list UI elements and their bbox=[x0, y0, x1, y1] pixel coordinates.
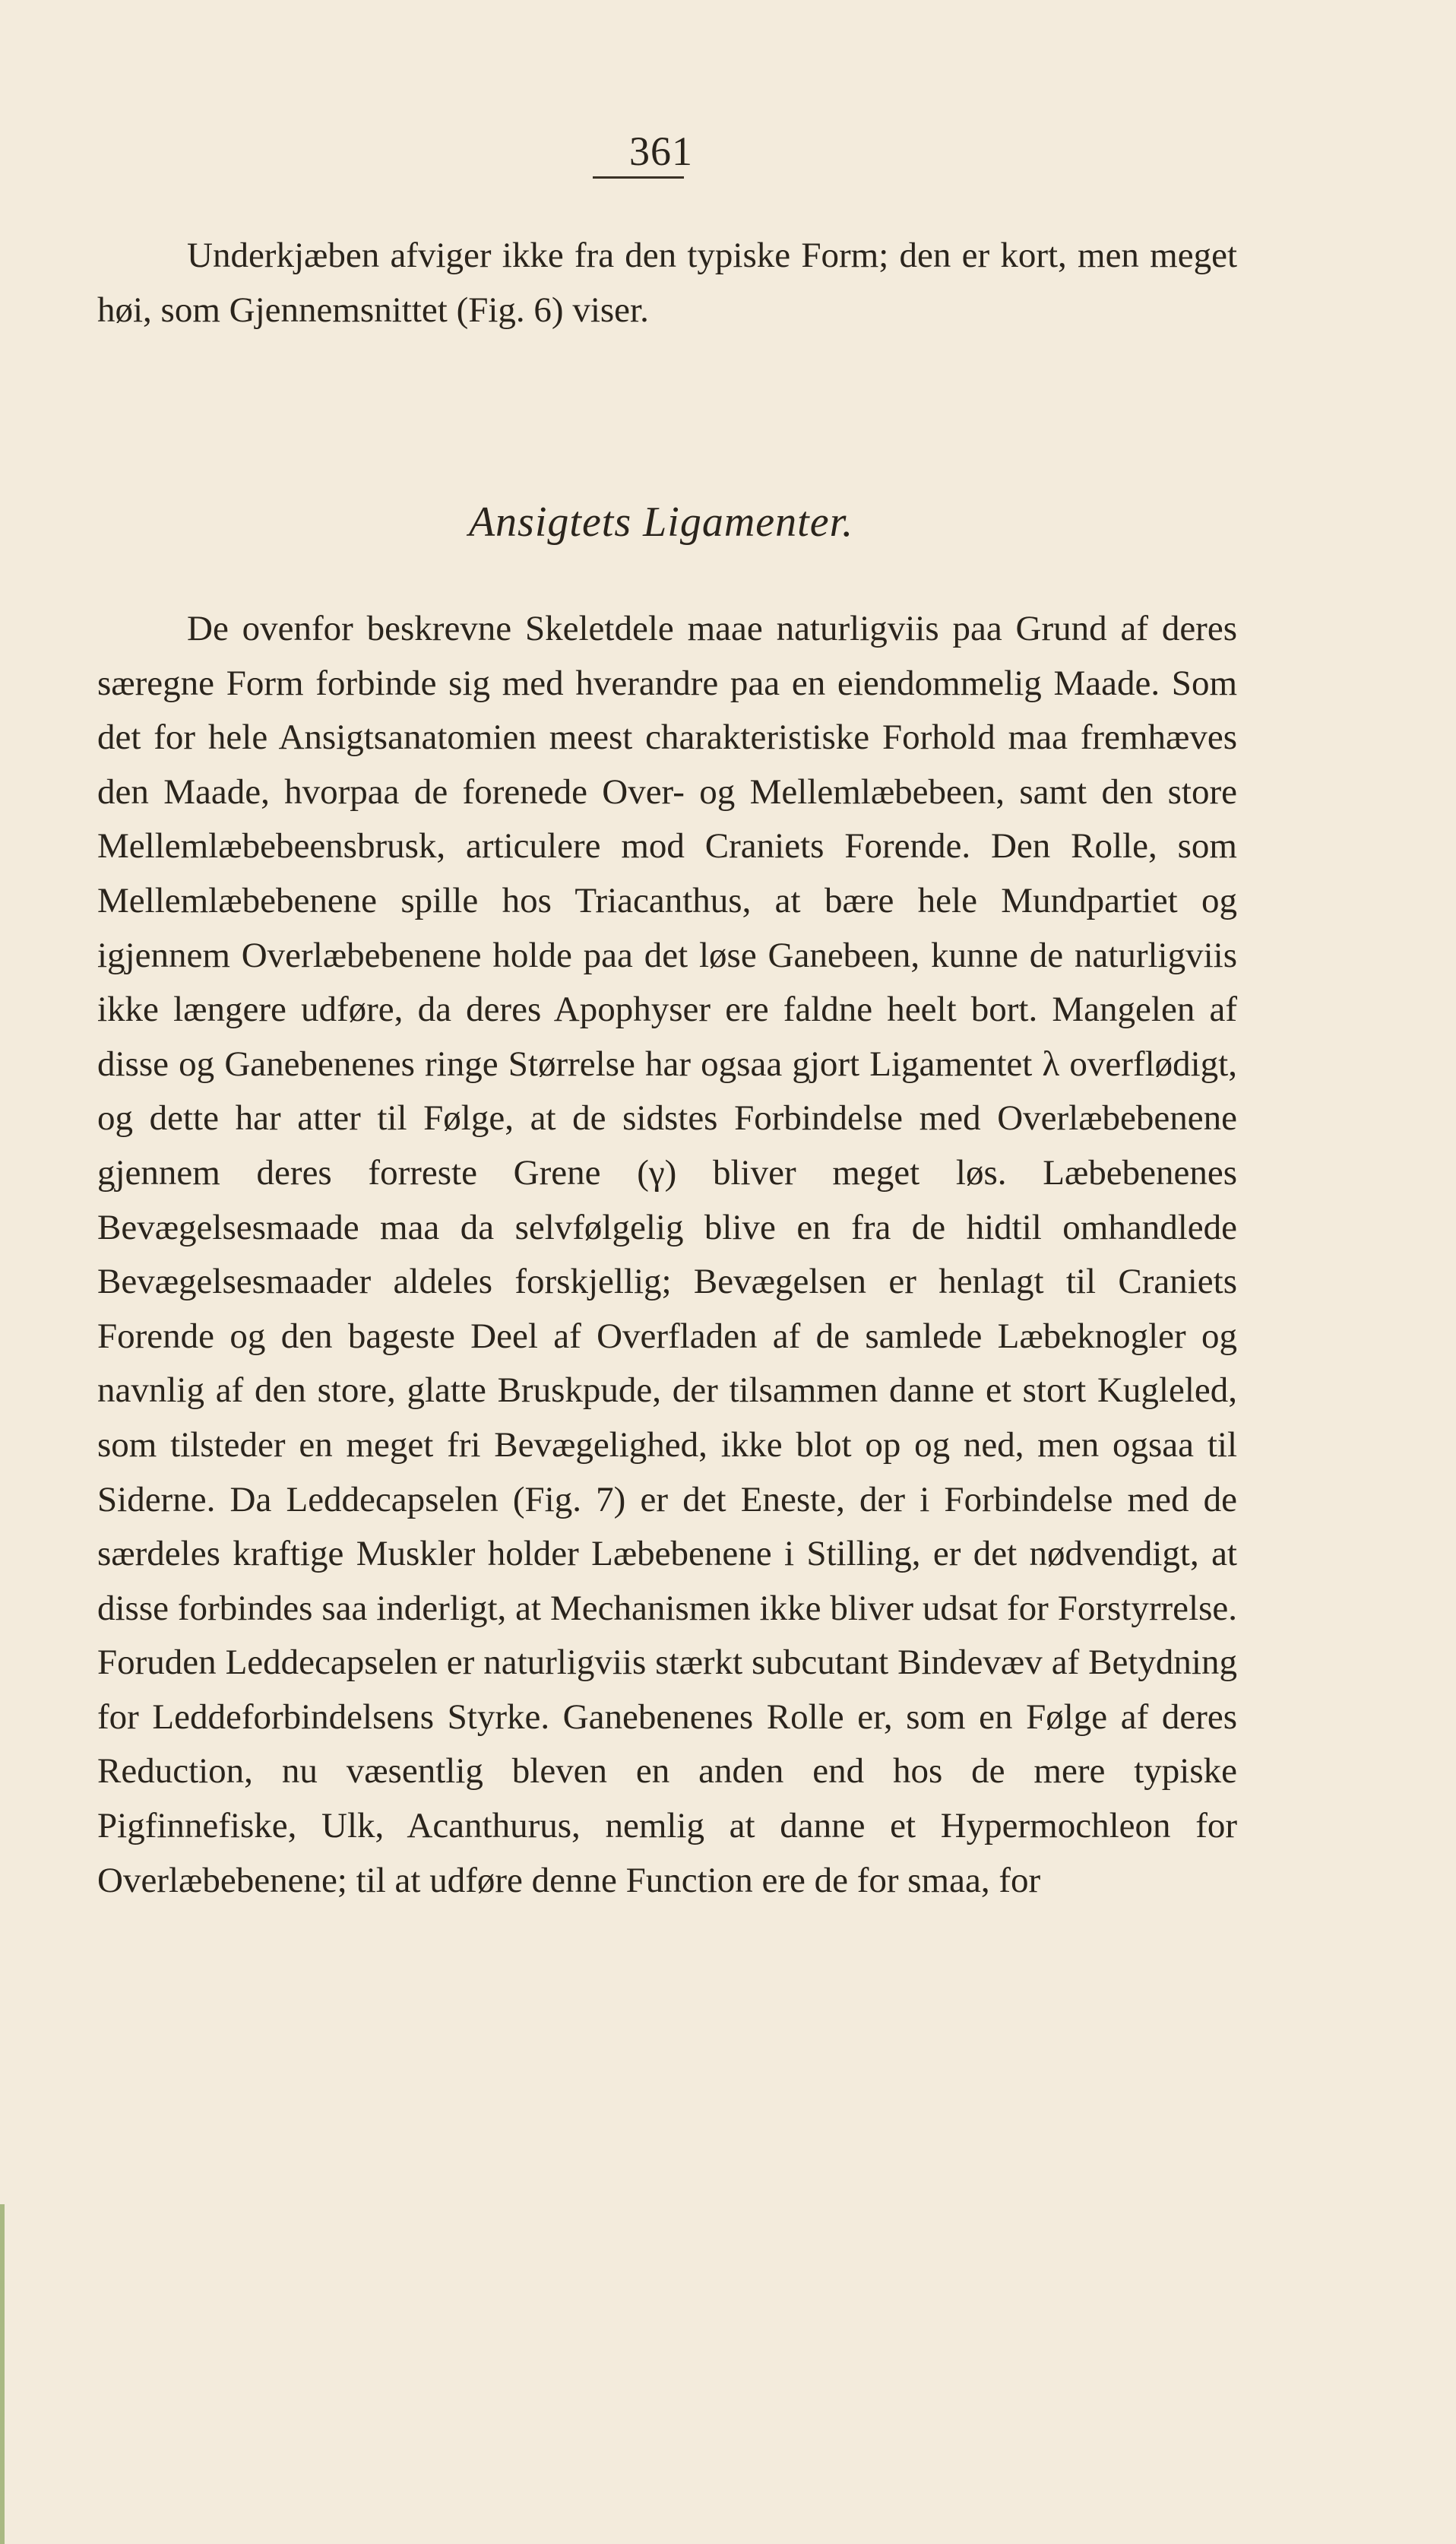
page-number-underline bbox=[593, 176, 684, 179]
page-number: 361 bbox=[629, 128, 693, 174]
section-heading: Ansigtets Ligamenter. bbox=[468, 499, 854, 546]
page-edge-stain bbox=[0, 2204, 5, 2544]
intro-paragraph: Underkjæben afviger ikke fra den typiske Form; den er kort, men meget høi, som Gjennemsnittet (Fig. 6) viser. bbox=[97, 236, 1237, 330]
section-paragraph: De ovenfor beskrevne Skeletdele maae naturligviis paa Grund af deres særegne Form forbinde sig med hverandre paa en eiendommelig Maade. Som det for hele Ansigtsanatomien meest charakteristiske Forhold maa fremhæves den Maade, hvorpaa de forenede Over- og Mellemlæbebeen, samt den store Mellemlæbebeensbrusk, articulere mod Craniets Forende. Den Rolle, som Mellemlæbebenene spille hos Triacanthus, at bære hele Mundpartiet og igjennem Overlæbebenene holde paa det løse Ganebeen, kunne de naturligviis ikke længere udføre, da deres Apophyser ere faldne heelt bort. Mangelen af disse og Ganebenenes ringe Størrelse har ogsaa gjort Ligamentet λ overflødigt, og dette har atter til Følge, at de sidstes Forbindelse med Overlæbebenene gjennem deres forreste Grene (γ) bliver meget løs. Læbebenenes Bevægelsesmaade maa da selvfølgelig blive en fra de hidtil omhandlede Bevægelsesmaader aldeles forskjellig; Bevægelsen er henlagt til Craniets Forende og den bageste Deel af Overfladen af de samlede Læbeknogler og navnlig af den store, glatte Bruskpude, der tilsammen danne et stort Kugleled, som tilsteder en meget fri Bevægelighed, ikke blot op og ned, men ogsaa til Siderne. Da Leddecapselen (Fig. 7) er det Eneste, der i Forbindelse med de særdeles kraftige Muskler holder Læbebenene i Stilling, er det nødvendigt, at disse forbindes saa inderligt, at Mechanismen ikke bliver udsat for Forstyrrelse. Foruden Leddecapselen er naturligviis stærkt subcutant Bindevæv af Betydning for Leddeforbindelsens Styrke. Ganebenenes Rolle er, som en Følge af deres Reduction, nu væsentlig bleven en anden end hos de mere typiske Pigfinnefiske, Ulk, Acanthurus, nemlig at danne et Hypermochleon for Overlæbebenene; til at udføre denne Function ere de for smaa, for bbox=[97, 609, 1237, 1900]
